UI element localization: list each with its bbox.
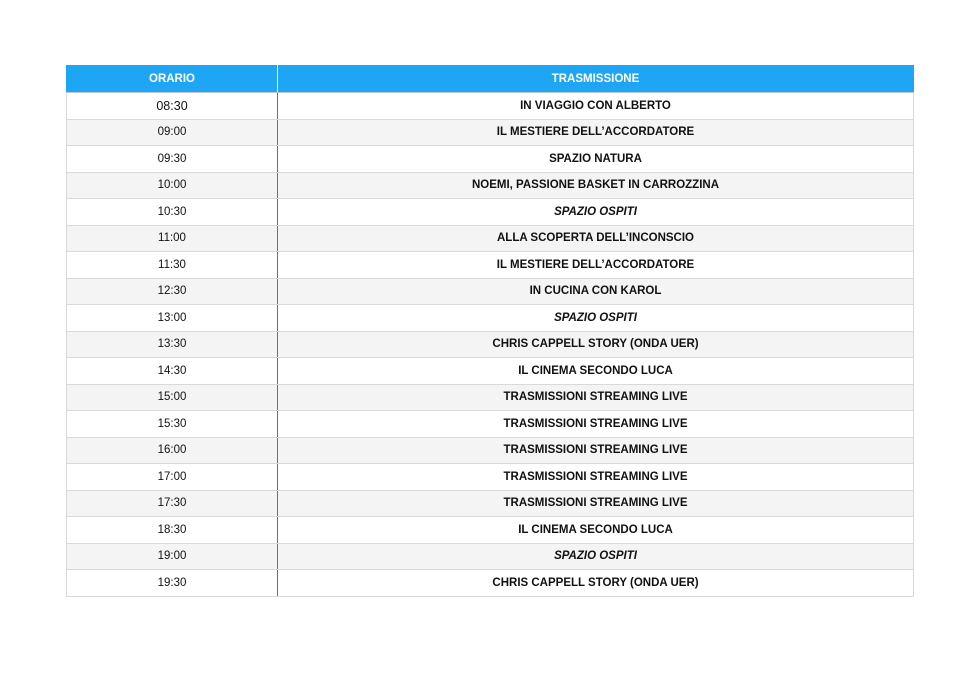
cell-program: TRASMISSIONI STREAMING LIVE bbox=[278, 384, 914, 411]
cell-program: TRASMISSIONI STREAMING LIVE bbox=[278, 411, 914, 438]
schedule-table-header bbox=[67, 66, 914, 93]
cell-time: 13:30 bbox=[67, 331, 278, 358]
cell-time: 19:00 bbox=[67, 543, 278, 570]
cell-program: TRASMISSIONI STREAMING LIVE bbox=[278, 437, 914, 464]
table-row bbox=[67, 305, 914, 332]
cell-program: NOEMI, PASSIONE BASKET IN CARROZZINA bbox=[278, 172, 914, 199]
table-row bbox=[67, 411, 914, 438]
cell-time: 15:30 bbox=[67, 411, 278, 438]
table-row bbox=[67, 146, 914, 173]
cell-program: SPAZIO OSPITI bbox=[278, 543, 914, 570]
table-row bbox=[67, 119, 914, 146]
cell-program: TRASMISSIONI STREAMING LIVE bbox=[278, 490, 914, 517]
table-row bbox=[67, 93, 914, 120]
cell-time: 15:00 bbox=[67, 384, 278, 411]
cell-program: CHRIS CAPPELL STORY (ONDA UER) bbox=[278, 331, 914, 358]
table-row bbox=[67, 570, 914, 597]
table-row bbox=[67, 358, 914, 385]
cell-time: 10:00 bbox=[67, 172, 278, 199]
cell-time: 11:30 bbox=[67, 252, 278, 279]
cell-program: IL MESTIERE DELL’ACCORDATORE bbox=[278, 252, 914, 279]
cell-time: 14:30 bbox=[67, 358, 278, 385]
column-header-program: TRASMISSIONE bbox=[278, 66, 914, 93]
header-row bbox=[67, 66, 914, 93]
cell-time: 09:30 bbox=[67, 146, 278, 173]
table-row bbox=[67, 225, 914, 252]
cell-program: SPAZIO OSPITI bbox=[278, 199, 914, 226]
column-header-time: ORARIO bbox=[67, 66, 278, 93]
cell-time: 12:30 bbox=[67, 278, 278, 305]
cell-time: 08:30 bbox=[67, 93, 278, 120]
cell-program: IL MESTIERE DELL’ACCORDATORE bbox=[278, 119, 914, 146]
cell-program: IN CUCINA CON KAROL bbox=[278, 278, 914, 305]
cell-program: CHRIS CAPPELL STORY (ONDA UER) bbox=[278, 570, 914, 597]
cell-time: 18:30 bbox=[67, 517, 278, 544]
cell-program: SPAZIO NATURA bbox=[278, 146, 914, 173]
cell-time: 16:00 bbox=[67, 437, 278, 464]
cell-time: 17:30 bbox=[67, 490, 278, 517]
table-row bbox=[67, 543, 914, 570]
table-row bbox=[67, 278, 914, 305]
cell-time: 09:00 bbox=[67, 119, 278, 146]
cell-program: IL CINEMA SECONDO LUCA bbox=[278, 358, 914, 385]
table-row bbox=[67, 252, 914, 279]
cell-time: 19:30 bbox=[67, 570, 278, 597]
cell-time: 17:00 bbox=[67, 464, 278, 491]
table-row bbox=[67, 464, 914, 491]
table-row bbox=[67, 490, 914, 517]
cell-program: IN VIAGGIO CON ALBERTO bbox=[278, 93, 914, 120]
table-row bbox=[67, 517, 914, 544]
table-row bbox=[67, 384, 914, 411]
cell-time: 11:00 bbox=[67, 225, 278, 252]
schedule-table-body bbox=[67, 93, 914, 597]
cell-program: IL CINEMA SECONDO LUCA bbox=[278, 517, 914, 544]
table-row bbox=[67, 437, 914, 464]
schedule-table bbox=[66, 65, 914, 597]
cell-time: 10:30 bbox=[67, 199, 278, 226]
cell-program: TRASMISSIONI STREAMING LIVE bbox=[278, 464, 914, 491]
cell-time: 13:00 bbox=[67, 305, 278, 332]
table-row bbox=[67, 199, 914, 226]
cell-program: SPAZIO OSPITI bbox=[278, 305, 914, 332]
table-row bbox=[67, 172, 914, 199]
table-row bbox=[67, 331, 914, 358]
cell-program: ALLA SCOPERTA DELL’INCONSCIO bbox=[278, 225, 914, 252]
